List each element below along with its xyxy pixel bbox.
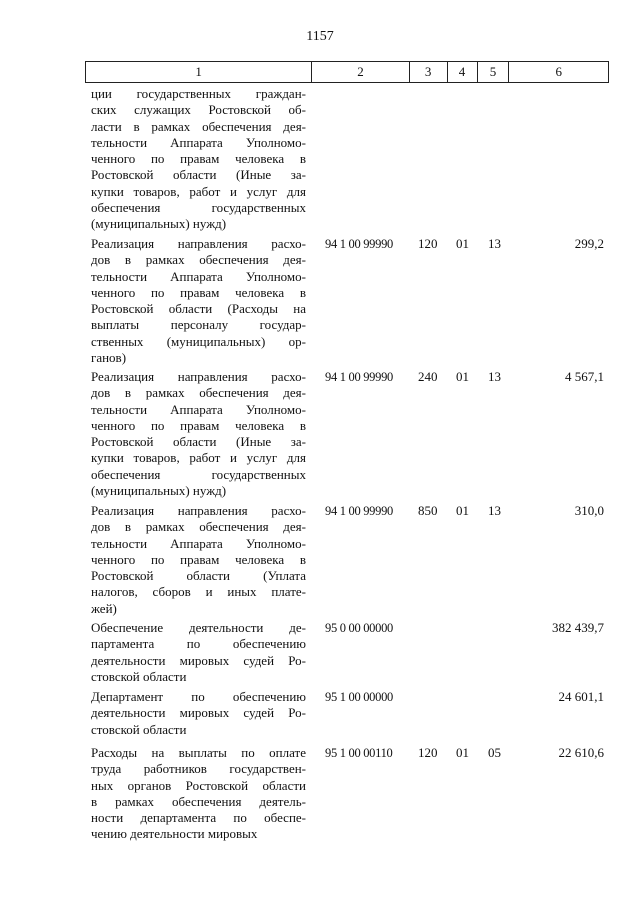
row-code: 95 0 00 00000 bbox=[325, 621, 393, 635]
header-col-5: 5 bbox=[478, 62, 510, 82]
description-line: Ростовской области (Иные за- bbox=[91, 167, 306, 183]
row-description bbox=[91, 745, 306, 843]
description-line: дов в рамках обеспечения дея- bbox=[91, 252, 306, 268]
table-header bbox=[85, 61, 609, 83]
page-number: 1157 bbox=[306, 29, 334, 44]
description-line: тельности Аппарата Уполномо- bbox=[91, 401, 306, 417]
description-line: (муниципальных) нужд) bbox=[91, 216, 227, 232]
row-code: 94 1 00 99990 bbox=[325, 370, 393, 384]
row-sum: 382 439,7 bbox=[552, 620, 604, 635]
description-line: ласти в рамках обеспечения дея- bbox=[91, 118, 306, 134]
description-line: Реализация направления расхо- bbox=[91, 236, 306, 251]
row-expense-type: 120 bbox=[418, 745, 438, 760]
row-code: 95 1 00 00110 bbox=[325, 746, 393, 760]
description-line: (муниципальных) нужд) bbox=[91, 483, 227, 499]
description-line: ских служащих Ростовской об- bbox=[91, 102, 306, 118]
description-line: ганов) bbox=[91, 350, 127, 366]
description-line: стовской области bbox=[91, 721, 187, 737]
description-line: Ростовской области (Уплата bbox=[91, 568, 306, 584]
row-subsection: 13 bbox=[488, 503, 501, 518]
description-line: Обеспечение деятельности де- bbox=[91, 620, 306, 635]
row-subsection: 13 bbox=[488, 369, 501, 384]
description-line: деятельности мировых судей Ро- bbox=[91, 705, 306, 721]
description-line: купки товаров, работ и услуг для bbox=[91, 183, 306, 199]
header-col-2: 2 bbox=[312, 62, 410, 82]
row-subsection: 05 bbox=[488, 745, 501, 760]
description-line: тельности Аппарата Уполномо- bbox=[91, 268, 306, 284]
description-line: ченного по правам человека в bbox=[91, 151, 306, 167]
description-line: Реализация направления расхо- bbox=[91, 503, 306, 518]
row-code: 95 1 00 00000 bbox=[325, 690, 393, 704]
row-expense-type: 850 bbox=[418, 503, 438, 518]
description-line: партамента по обеспечению bbox=[91, 636, 306, 652]
description-line: купки товаров, работ и услуг для bbox=[91, 450, 306, 466]
description-line: жей) bbox=[91, 600, 117, 616]
description-line: ченного по правам человека в bbox=[91, 417, 306, 433]
row-section: 01 bbox=[456, 369, 469, 384]
description-line: в рамках обеспечения деятель- bbox=[91, 793, 306, 809]
row-code: 94 1 00 99990 bbox=[325, 504, 393, 518]
row-description bbox=[91, 503, 306, 617]
row-expense-type: 240 bbox=[418, 369, 438, 384]
description-line: Расходы на выплаты по оплате bbox=[91, 745, 306, 760]
header-col-3: 3 bbox=[410, 62, 448, 82]
description-line: тельности Аппарата Уполномо- bbox=[91, 535, 306, 551]
row-description bbox=[91, 369, 306, 499]
row-sum: 4 567,1 bbox=[565, 369, 604, 384]
row-sum: 299,2 bbox=[574, 236, 604, 251]
row-description bbox=[91, 689, 306, 738]
description-line: Реализация направления расхо- bbox=[91, 369, 306, 384]
description-line: дов в рамках обеспечения дея- bbox=[91, 385, 306, 401]
row-description bbox=[91, 620, 306, 685]
description-line: ции государственных граждан- bbox=[91, 86, 306, 101]
description-line: ных органов Ростовской области bbox=[91, 777, 306, 793]
row-sum: 22 610,6 bbox=[558, 745, 604, 760]
row-description bbox=[91, 236, 306, 366]
description-line: ственных (муниципальных) ор- bbox=[91, 333, 306, 349]
description-line: ченного по правам человека в bbox=[91, 284, 306, 300]
description-line: налогов, сборов и иных плате- bbox=[91, 584, 306, 600]
row-description bbox=[91, 86, 306, 233]
header-col-6: 6 bbox=[555, 64, 562, 79]
description-line: дов в рамках обеспечения дея- bbox=[91, 519, 306, 535]
description-line: Департамент по обеспечению bbox=[91, 689, 306, 704]
description-line: чению деятельности мировых bbox=[91, 826, 258, 842]
description-line: Ростовской области (Иные за- bbox=[91, 434, 306, 450]
row-section: 01 bbox=[456, 503, 469, 518]
description-line: Ростовской области (Расходы на bbox=[91, 301, 306, 317]
row-subsection: 13 bbox=[488, 236, 501, 251]
description-line: обеспечения государственных bbox=[91, 200, 306, 216]
description-line: труда работников государствен- bbox=[91, 761, 306, 777]
row-sum: 310,0 bbox=[574, 503, 604, 518]
description-line: выплаты персоналу государ- bbox=[91, 317, 306, 333]
header-col-4: 4 bbox=[448, 62, 478, 82]
row-section: 01 bbox=[456, 745, 469, 760]
description-line: тельности Аппарата Уполномо- bbox=[91, 134, 306, 150]
row-code: 94 1 00 99990 bbox=[325, 237, 393, 251]
description-line: деятельности мировых судей Ро- bbox=[91, 652, 306, 668]
row-expense-type: 120 bbox=[418, 236, 438, 251]
description-line: стовской области bbox=[91, 668, 187, 684]
header-col-1: 1 bbox=[86, 62, 312, 82]
row-section: 01 bbox=[456, 236, 469, 251]
description-line: обеспечения государственных bbox=[91, 466, 306, 482]
description-line: ченного по правам человека в bbox=[91, 551, 306, 567]
description-line: ности департамента по обеспе- bbox=[91, 810, 306, 826]
row-sum: 24 601,1 bbox=[558, 689, 604, 704]
